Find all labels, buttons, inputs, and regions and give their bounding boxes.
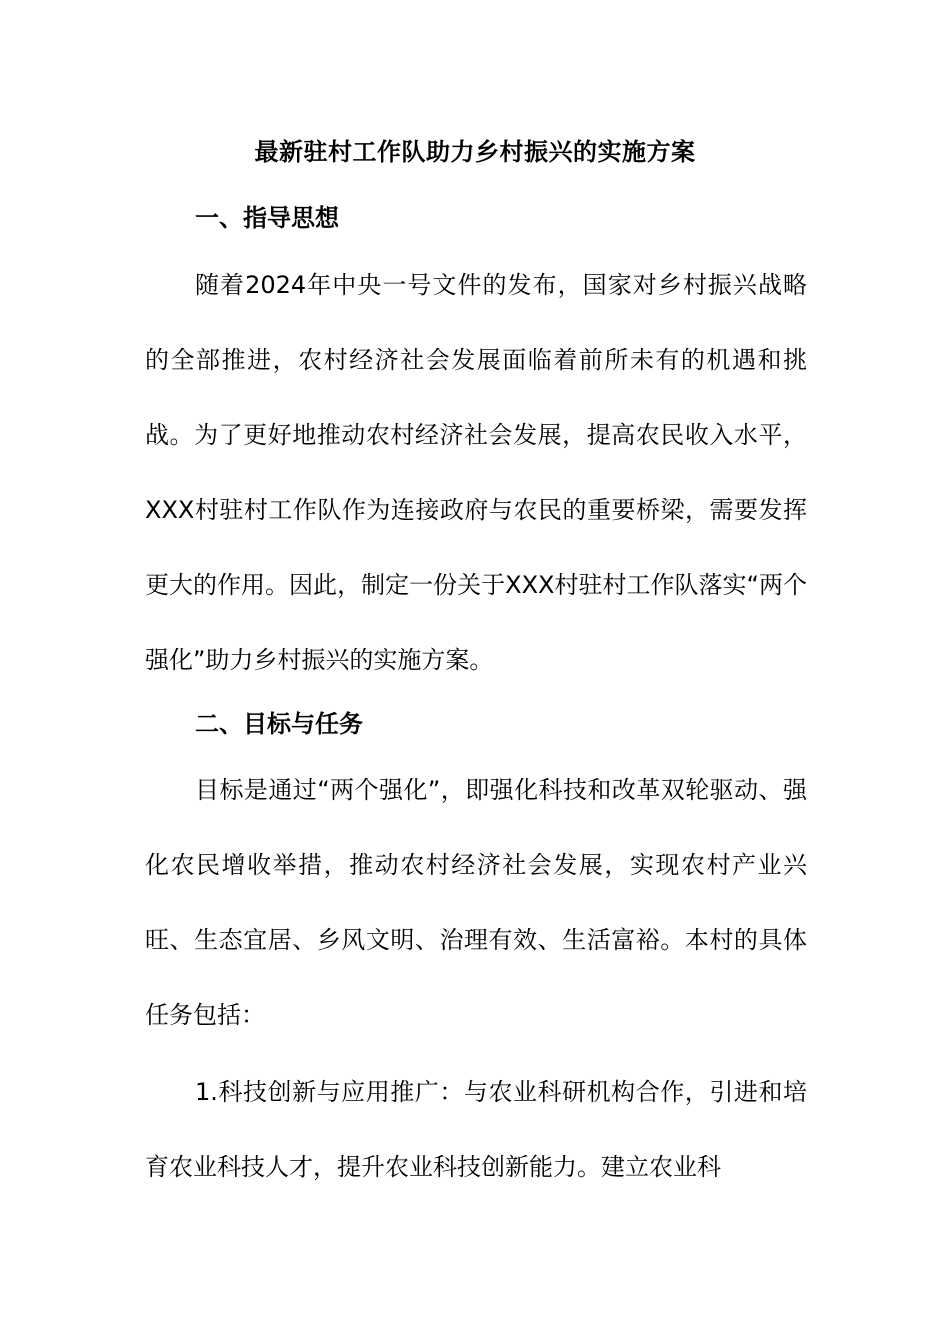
document-title: 最新驻村工作队助力乡村振兴的实施方案 — [254, 138, 696, 166]
paragraph-goals: 目标是通过“两个强化”，即强化科技和改革双轮驱动、强化农民增收举措，推动农村经济社会发展，实现农村产业兴旺、生态宜居、乡风文明、治理有效、生活富裕。本村的具体任务包括： — [145, 776, 807, 1029]
section-heading-goals-tasks: 二、目标与任务 — [195, 710, 363, 738]
paragraph-task-1: 1.科技创新与应用推广：与农业科研机构合作，引进和培育农业科技人才，提升农业科技创新能力。建立农业科 — [145, 1078, 807, 1181]
paragraph-guiding-ideology: 随着2024年中央一号文件的发布，国家对乡村振兴战略的全部推进，农村经济社会发展面临着前所未有的机遇和挑战。为了更好地推动农村经济社会发展，提高农民收入水平，XXX村驻村工作队作为连接政府与农民的重要桥梁，需要发挥更大的作用。因此，制定一份关于XXX村驻村工作队落实“两个强化”助力乡村振兴的实施方案。 — [145, 271, 807, 674]
section-heading-guiding-ideology: 一、指导思想 — [195, 204, 339, 232]
